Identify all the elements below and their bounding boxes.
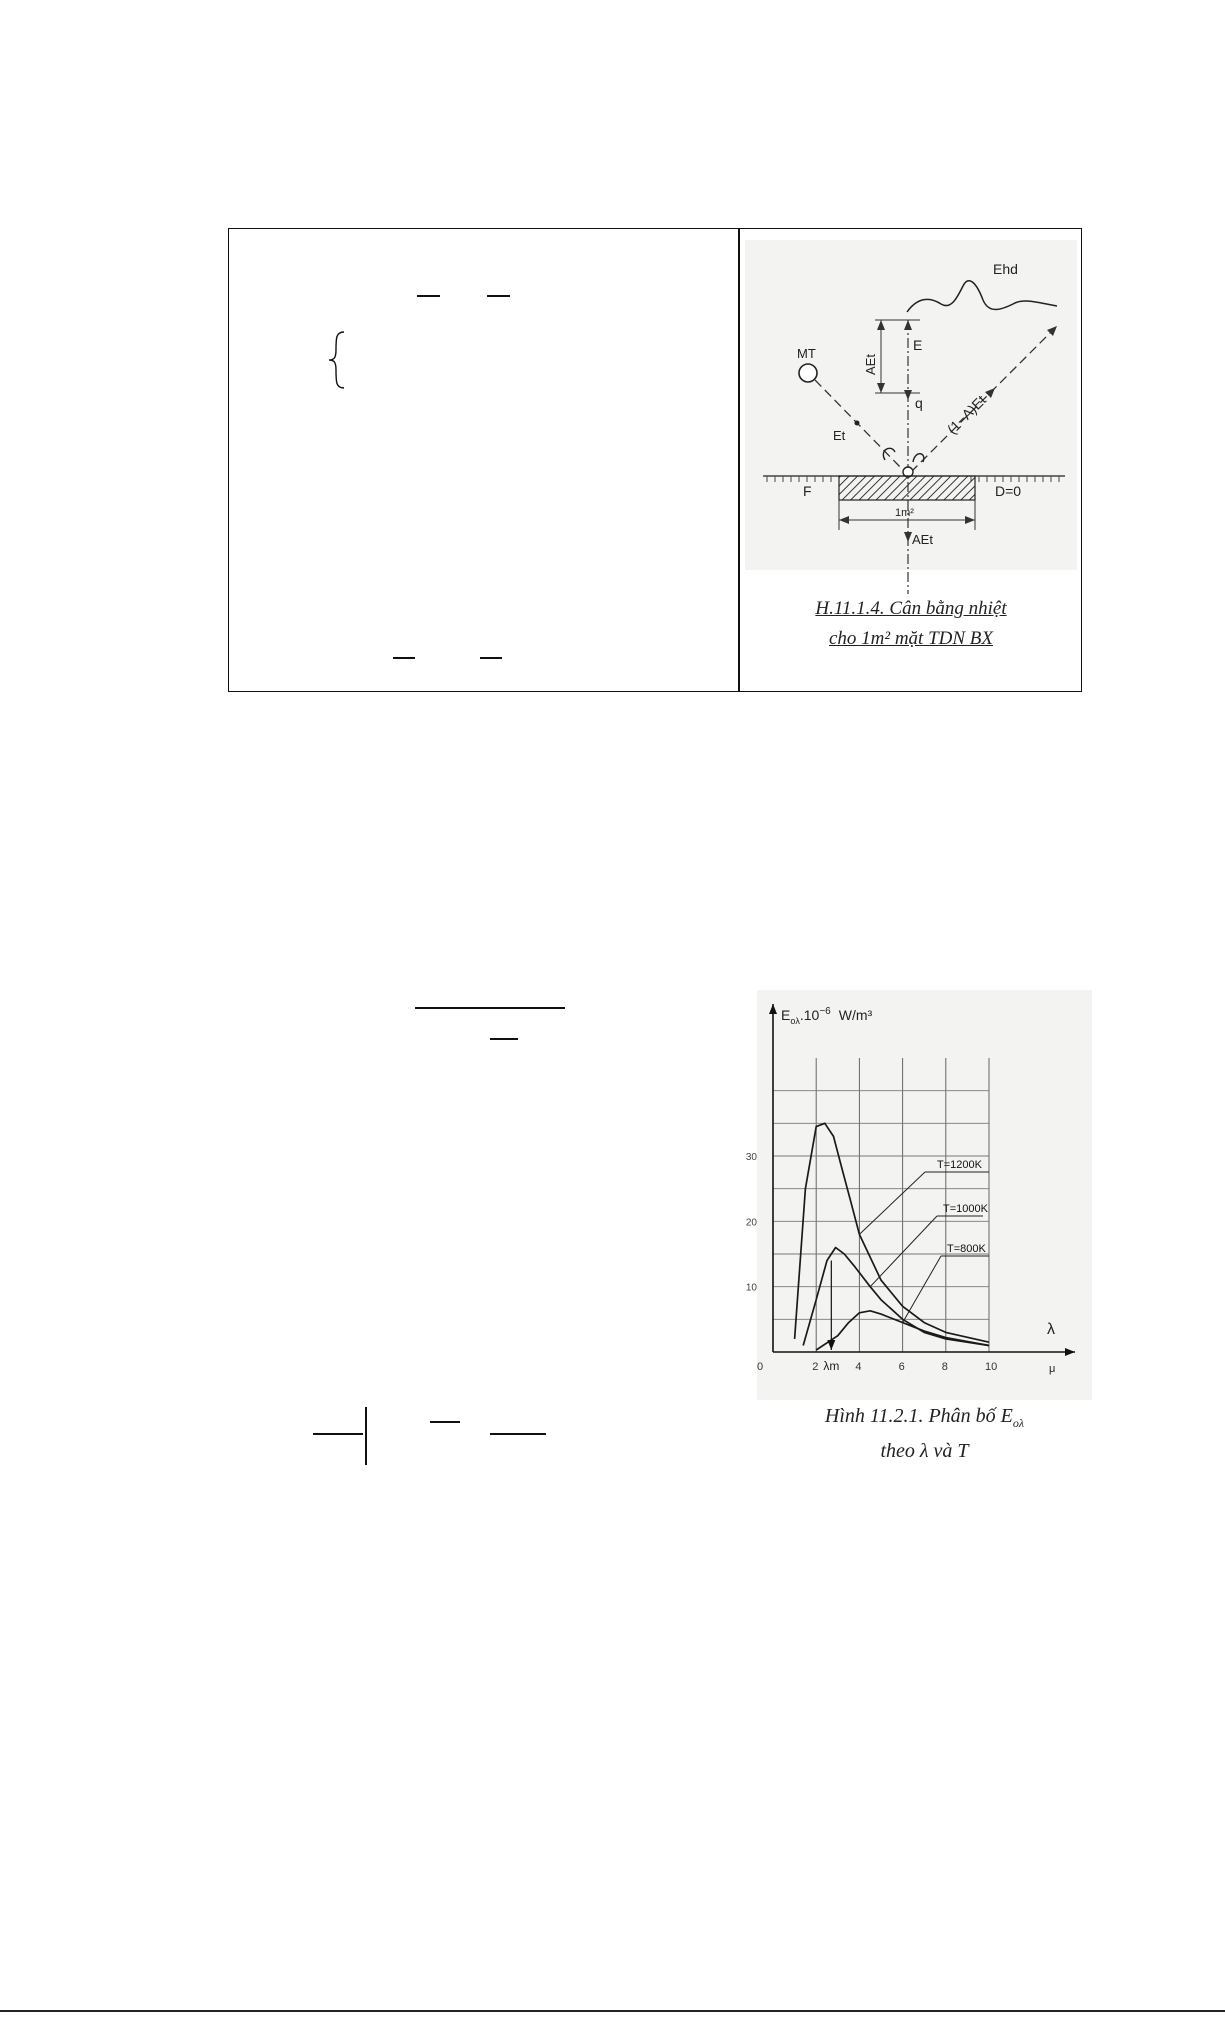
x-axis-unit: μ	[1049, 1363, 1056, 1375]
x-tick-label: 6	[898, 1361, 905, 1373]
label-d0: D=0	[995, 483, 1022, 499]
label-et: Et	[833, 428, 846, 443]
y-axis-arrow	[769, 1004, 777, 1014]
figure2-caption-line2: theo λ và T	[880, 1440, 969, 1462]
y-tick-label: 10	[745, 1282, 757, 1294]
peak-marker-label: λm	[823, 1359, 840, 1373]
formula-bar	[365, 1407, 367, 1465]
y-tick-label: 20	[745, 1217, 757, 1229]
x-tick-label: 10	[985, 1361, 998, 1373]
frame-divider	[738, 228, 740, 692]
label-f: F	[803, 483, 812, 499]
x-tick-label: 0	[757, 1361, 764, 1373]
formula-bar	[490, 1038, 518, 1040]
series-leader-line	[859, 1172, 925, 1234]
spectrum-chart	[745, 990, 1092, 1400]
x-tick-label: 4	[855, 1361, 862, 1373]
label-ehd: Ehd	[993, 261, 1018, 277]
label-aet-vertical: AEt	[863, 354, 878, 375]
label-e: E	[913, 337, 923, 353]
series-leader-line	[870, 1216, 937, 1287]
figure1-caption	[745, 594, 1077, 654]
y-tick-label: 30	[745, 1152, 757, 1163]
heat-balance-diagram	[745, 240, 1077, 590]
peak-marker-arrow	[827, 1340, 835, 1350]
label-reflected: (1−A)Et	[943, 391, 989, 438]
series-label: T=1000K	[943, 1203, 988, 1215]
formula-bar	[313, 1433, 363, 1435]
label-aet-down: AEt	[912, 532, 933, 547]
y-axis-label: $E_{o\lambda}.10^{-6}$ W/m³	[781, 1006, 873, 1026]
formula-bar	[415, 1007, 565, 1009]
formula-brace	[326, 330, 350, 390]
figure2-caption-line1	[757, 1402, 1092, 1437]
label-mt: MT	[797, 346, 816, 361]
x-axis-label: λ	[1047, 1321, 1055, 1338]
label-q: q	[915, 395, 923, 411]
x-axis-arrow	[1065, 1348, 1075, 1356]
series-label: T=800K	[947, 1243, 986, 1255]
formula-bar	[487, 295, 510, 297]
label-area: 1m²	[895, 507, 914, 519]
x-tick-label: 2	[812, 1361, 819, 1373]
formula-bar	[480, 657, 502, 659]
series-leader-line	[903, 1256, 941, 1323]
formula-bar	[490, 1433, 546, 1435]
formula-bar	[430, 1421, 460, 1423]
figure2-caption-main: Hình 11.2.1. Phân bố E	[824, 1405, 1013, 1427]
figure1-caption-line1: H.11.1.4. Cân bằng nhiệt	[815, 598, 1007, 619]
figure1-caption-line2: cho 1m² mặt TDN BX	[828, 628, 994, 649]
x-tick-label: 8	[941, 1361, 948, 1373]
figure2-caption-sub: oλ	[1012, 1416, 1025, 1430]
figure2-caption	[757, 1402, 1092, 1465]
formula-bar	[393, 657, 415, 659]
page-bottom-rule	[0, 2010, 1225, 2012]
series-label: T=1200K	[937, 1159, 982, 1171]
formula-bar	[417, 295, 440, 297]
